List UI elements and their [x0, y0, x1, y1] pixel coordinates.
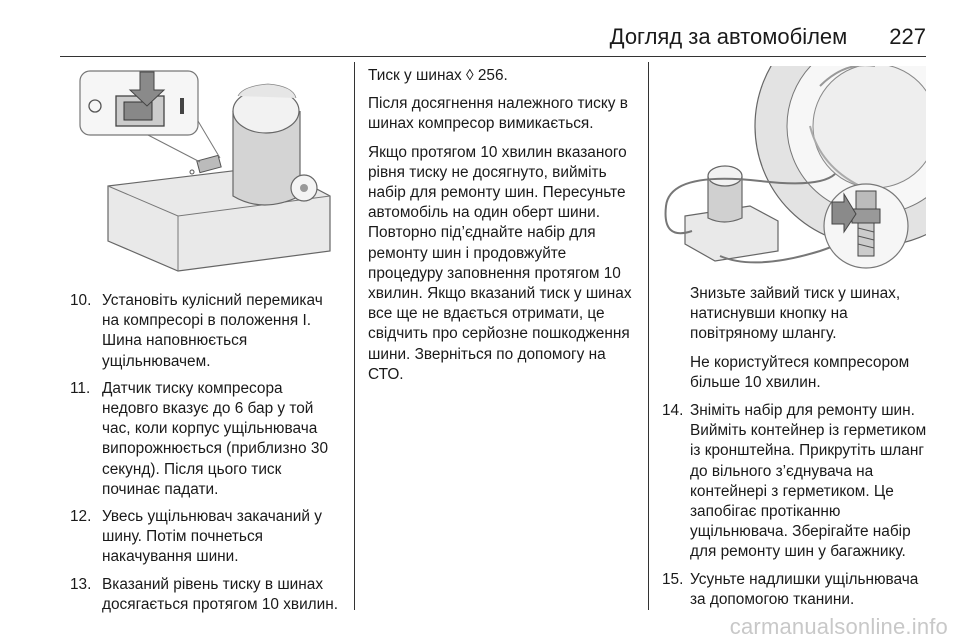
list-item: 14. Зніміть набір для ремонту шин. Вийміть контейнер із герметиком із кронштейна. Прикрутіть шланг до вільного з’єднувача на контейнері з герметиком. Це запобігає протіканню ущільнювача. Зберігайте набір для ремонту шин у багажнику. [662, 402, 927, 561]
column-divider-1 [354, 62, 355, 610]
paragraph: Якщо протягом 10 хвилин вказаного рівня тиску не досягнуто, вийміть набір для ремонту шин. Пересуньте автомобіль на один оберт шини. Повторно під’єднайте набір для ремонту шин і продовжуйте процедуру заповнення протягом 10 хвилин. Якщо вказаний тиск у шинах все ще не вдається отримати, це свідчить про серйозне пошкодження шини. Зверніться по допомогу на СТО. [368, 143, 632, 383]
compressor-switch-illustration [68, 66, 338, 276]
watermark: carmanualsonline.info [729, 614, 948, 639]
column-2 [368, 66, 636, 393]
column-1 [70, 291, 342, 622]
list-item: 11. Датчик тиску компресора недовго вказує до 6 бар у той час, коли корпус ущільнювача випорожнюється (приблизно 30 секунд). Після цього тиск починає падати. [70, 379, 329, 498]
list-item: 10. Установіть кулісний перемикач на компресорі в положення I. Шина наповнюється ущільнювачем. [70, 292, 323, 370]
paragraph: Не користуйтеся компресором більше 10 хвилин. [690, 353, 910, 391]
pressure-reference: Тиск у шинах ◊ 256. [368, 67, 508, 84]
page-header [60, 18, 926, 57]
list-item: 12. Увесь ущільнювач закачаний у шину. Потім почнеться накачування шини. [70, 508, 322, 566]
list-item: 13. Вказаний рівень тиску в шинах досягається протягом 10 хвилин. [70, 575, 339, 613]
paragraph: Знизьте зайвий тиск у шинах, натиснувши кнопку на повітряному шлангу. [690, 285, 901, 343]
list-item: 15. Усуньте надлишки ущільнювача за допомогою тканини. [662, 570, 919, 608]
wheel-hose-illustration [660, 66, 926, 276]
page-title: Догляд за автомобілем [609, 24, 848, 49]
page-number: 227 [889, 24, 926, 49]
paragraph: Після досягнення належного тиску в шинах компресор вимикається. [368, 95, 628, 133]
column-divider-2 [648, 62, 649, 610]
column-3 [662, 284, 928, 617]
